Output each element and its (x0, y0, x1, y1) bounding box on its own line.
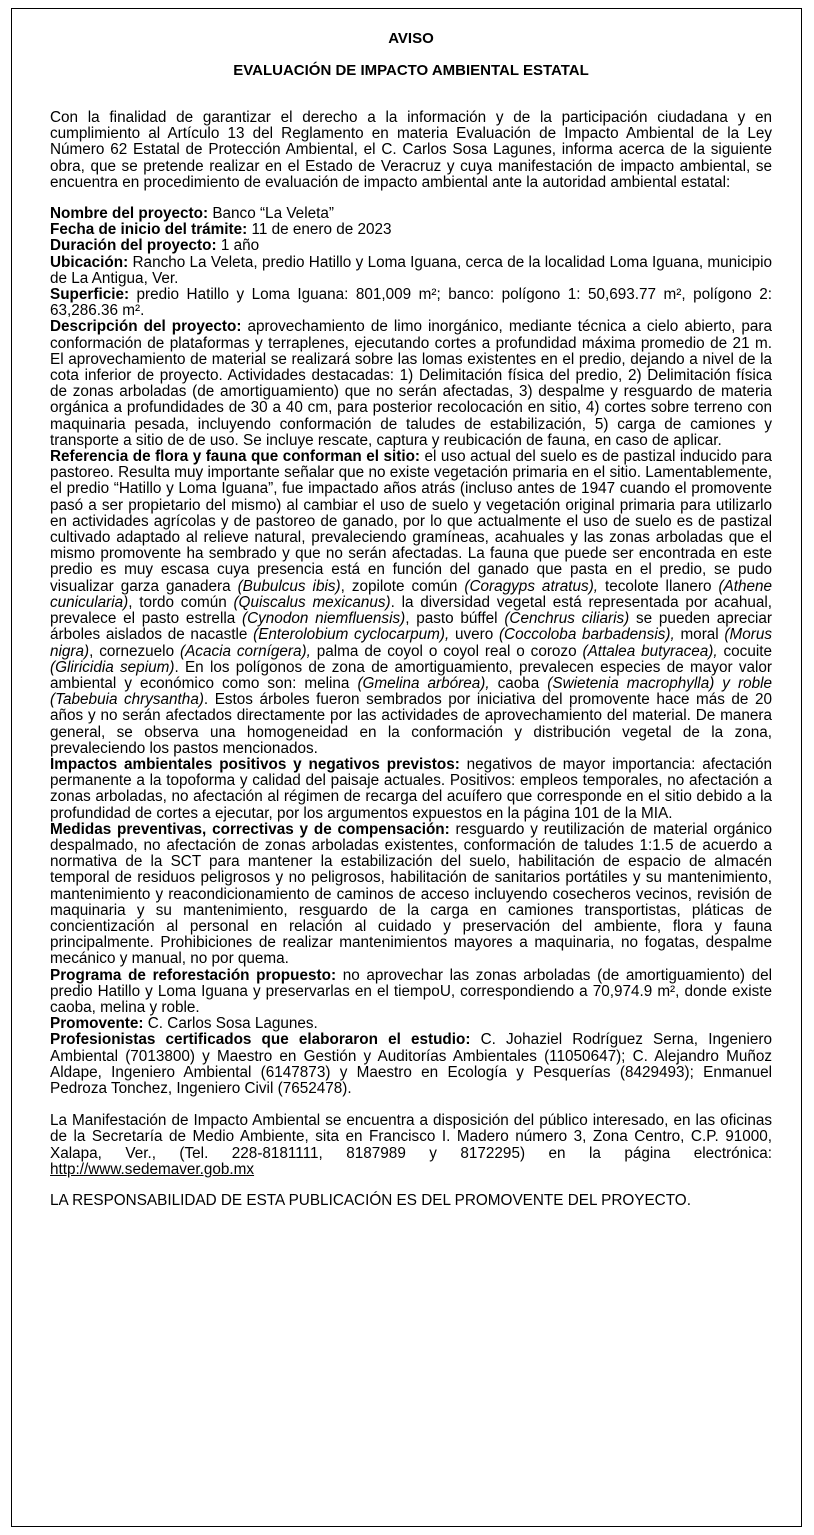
field-fecha (50, 222, 772, 238)
field-value: resguardo y reutilización de material orgánico despalmado, no afectación de zonas arboladas existentes, conformación de taludes 1:1.5 de acuerdo a normativa de la SCT para mantener la estabilización del suelo, habilitación de espacio de almacén temporal de residuos peligrosos y no peligrosos, habilitación de sanitarios portátiles y su mantenimiento, mantenimiento y reacondicionamiento de caminos de acceso incluyendo cosecheros vecinos, revisión de maquinaria y su mantenimiento, resguardo de la carga en camiones transportistas, pláticas de concientización al personal en relación al cuidado y preservación del ambiente, flora y fauna principalmente. Prohibiciones de realizar mantenimientos mayores a maquinaria, no fogatas, despalme mecánico y manual, no por quema. (50, 820, 772, 968)
field-label: Referencia de flora y fauna que conforman el sitio: (50, 448, 421, 466)
species-name: (Athene cunicularia) (50, 577, 773, 611)
field-duracion (50, 238, 772, 254)
closing-paragraph (50, 1113, 772, 1178)
species-name: (Attalea butyracea), (582, 642, 718, 660)
field-value: negativos de mayor importancia: afectación permanente a la topoforma y calidad del paisaje actuales. Positivos: empleos temporales, no afectación a zonas arboladas, no afectación al régimen de recarga del acuífero que corresponde en el sitio debido a la profundidad de cortes a ejecutar, por los argumentos expuestos en la página 101 de la MIA. (50, 755, 772, 822)
species-name: (Enterolobium cyclocarpum), (253, 626, 450, 644)
field-profesionistas (50, 1032, 772, 1097)
field-superficie (50, 287, 772, 319)
field-value: aprovechamiento de limo inorgánico, mediante técnica a cielo abierto, para conformación de plataformas y terraplenes, ejecutando cortes a profundidad máxima promedio de 21 m. El aprovechamiento de material se realizará sobre las lomas existentes en el predio, dejando a nivel de la cota inferior de proyecto. Actividades destacadas: 1) Delimitación física del predio, 2) Delimitación física de zonas arboladas (de amortiguamiento) que no serán afectadas, 3) despalme y resguardo de materia orgánica a profundidades de 30 a 40 cm, para posterior recolocación en sitio, 4) cortes sobre terreno con maquinaria pesada, incluyendo conformación de taludes de estabilización, 5) carga de camiones y transporte a sitio de de uso. Se incluye rescate, captura y reubicación de fauna, en caso de aplicar. (50, 318, 773, 449)
field-label: Nombre del proyecto: (50, 205, 209, 223)
field-descripcion (50, 319, 772, 449)
field-label: Descripción del proyecto: (50, 318, 242, 336)
species-name: (Cenchrus ciliaris) (504, 610, 630, 628)
field-label: Duración del proyecto: (50, 237, 217, 255)
field-label: Profesionistas certificados que elaboraron el estudio: (50, 1031, 471, 1049)
responsibility-statement: LA RESPONSABILIDAD DE ESTA PUBLICACIÓN ES DEL PROMOVENTE DEL PROYECTO. (50, 1192, 691, 1209)
text-run: moral (674, 626, 725, 644)
field-programa (50, 968, 772, 1017)
intro-paragraph: Con la finalidad de garantizar el derecho a la información y de la participación ciudadana y en cumplimiento al Artículo 13 del Reglamento en materia Evaluación de Impacto Ambiental de la Ley Número 62 Estatal de Protección Ambiental, el C. Carlos Sosa Lagunes, informa acerca de la siguiente obra, que se pretende realizar en el Estado de Veracruz y cuya manifestación de impacto ambiental, se encuentra en procedimiento de evaluación de impacto ambiental ante la autoridad ambiental estatal: (50, 109, 772, 191)
notice-title: AVISO (388, 30, 434, 47)
field-value: 1 año (216, 237, 260, 255)
notice-content (50, 30, 772, 1209)
field-value: C. Carlos Sosa Lagunes. (143, 1015, 318, 1033)
website-link[interactable]: http://www.sedemaver.gob.mx (50, 1160, 255, 1178)
field-label: Fecha de inicio del trámite: (50, 221, 248, 239)
field-impactos (50, 757, 772, 822)
text-run: palma de coyol o coyol real o corozo (310, 642, 583, 660)
field-referencia (50, 449, 772, 757)
species-name: (Quiscalus mexicanus) (233, 593, 391, 611)
species-name: (Gmelina arbórea), (357, 674, 490, 692)
field-label: Impactos ambientales positivos y negativos previstos: (50, 755, 460, 773)
field-value: Banco “La Veleta” (208, 205, 334, 223)
field-label: Promovente: (50, 1015, 144, 1033)
species-name: (Morus nigra) (50, 626, 772, 660)
field-medidas (50, 822, 772, 968)
field-label: Medidas preventivas, correctivas y de compensación: (50, 820, 450, 838)
species-name: (Gliricidia sepium) (50, 658, 175, 676)
species-name: (Swietenia macrophylla) y roble (Tabebuia chrysantha) (50, 674, 772, 709)
field-value: 11 de enero de 2023 (247, 221, 392, 239)
species-name: (Coragyps atratus), (464, 577, 599, 595)
species-name: (Acacia cornígera), (180, 642, 311, 660)
notice-subtitle: EVALUACIÓN DE IMPACTO AMBIENTAL ESTATAL (233, 62, 589, 79)
text-run: uvero (449, 626, 499, 644)
text-run: caoba (489, 674, 548, 692)
field-value: Rancho La Veleta, predio Hatillo y Loma Iguana, cerca de la localidad Loma Iguana, municipio de La Antigua, Ver. (50, 253, 772, 287)
field-label: Superficie: (50, 286, 130, 304)
field-value: predio Hatillo y Loma Iguana: 801,009 m²; banco: polígono 1: 50,693.77 m², polígono 2: 63,286.36 m². (50, 286, 772, 320)
species-name: (Coccoloba barbadensis), (498, 626, 675, 644)
text-run: , pasto búffel (405, 610, 505, 628)
species-name: (Bubulcus ibis) (237, 577, 341, 595)
text-run: , cornezuelo (89, 642, 180, 660)
text-run: , tordo común (128, 593, 234, 611)
text-run: cocuite (717, 642, 772, 660)
field-value: no aprovechar las zonas arboladas (de amortiguamiento) del predio Hatillo y Loma Iguana y preservarlas en el tiempoU, correspondiendo a 70,974.9 m², donde existe caoba, melina y roble. (50, 966, 772, 1016)
closing-text: La Manifestación de Impacto Ambiental se encuentra a disposición del público interesado, en las oficinas de la Secretaría de Medio Ambiente, sita en Francisco I. Madero número 3, Zona Centro, C.P. 91000, Xalapa, Ver., (Tel. 228-8181111, 8187989 y 8172295) en la página electrónica: (50, 1112, 772, 1162)
field-label: Programa de reforestación propuesto: (50, 966, 337, 984)
field-promovente (50, 1016, 772, 1032)
text-run: . Estos árboles fueron sembrados por iniciativa del promovente hace más de 20 años y no serán afectados directamente por las actividades de aprovechamiento del material. De manera general, se observa una homogeneidad en la conformación y distribución vegetal de la zona, prevaleciendo los pastos mencionados. (50, 691, 772, 757)
field-nombre (50, 206, 772, 222)
text-run: se pueden apreciar árboles aislados de nacastle (50, 610, 772, 644)
species-name: (Cynodon niemfluensis) (242, 610, 406, 628)
text-run: , zopilote común (340, 577, 465, 595)
field-value: C. Johaziel Rodríguez Serna, Ingeniero Ambiental (7013800) y Maestro en Gestión y Auditorías Ambientales (11050647); C. Alejandro Muñoz Aldape, Ingeniero Ambiental (6147873) y Maestro en Ecología y Pesquerías (8429493); Enmanuel Pedroza Tonchez, Ingeniero Civil (7652478). (50, 1031, 772, 1097)
field-ubicacion (50, 255, 772, 287)
text-run: . En los polígonos de zona de amortiguamiento, prevalecen especies de mayor valor ambiental y económico como son: melina (50, 658, 772, 692)
text-run: tecolote llanero (598, 577, 719, 595)
field-label: Ubicación: (50, 253, 129, 271)
text-run: . la diversidad vegetal está representada por acahual, prevalece el pasto estrella (50, 593, 772, 628)
text-run: el uso actual del suelo es de pastizal inducido para pastoreo. Resulta muy importante señalar que no existe vegetación primaria en el sitio. Lamentablemente, el predio “Hatillo y Loma Iguana”, fue impactado años atrás (incluso antes de 1947 cuando el promovente pasó a ser propietario del mismo) al cambiar el uso de suelo y vegetación original primaria para utilizarlo en actividades agrícolas y de pastoreo de ganado, por lo que actualmente el uso de suelo es de pastizal cultivado adaptado al relieve natural, prevaleciendo gramíneas, acahuales y las zonas arboladas que el mismo promovente ha sembrado y que no serán afectadas. La fauna que puede ser encontrada en este predio es muy escasa cuya presencia está en función del ganado que pasta en el predio, se pudo visualizar garza ganadera (50, 448, 772, 595)
